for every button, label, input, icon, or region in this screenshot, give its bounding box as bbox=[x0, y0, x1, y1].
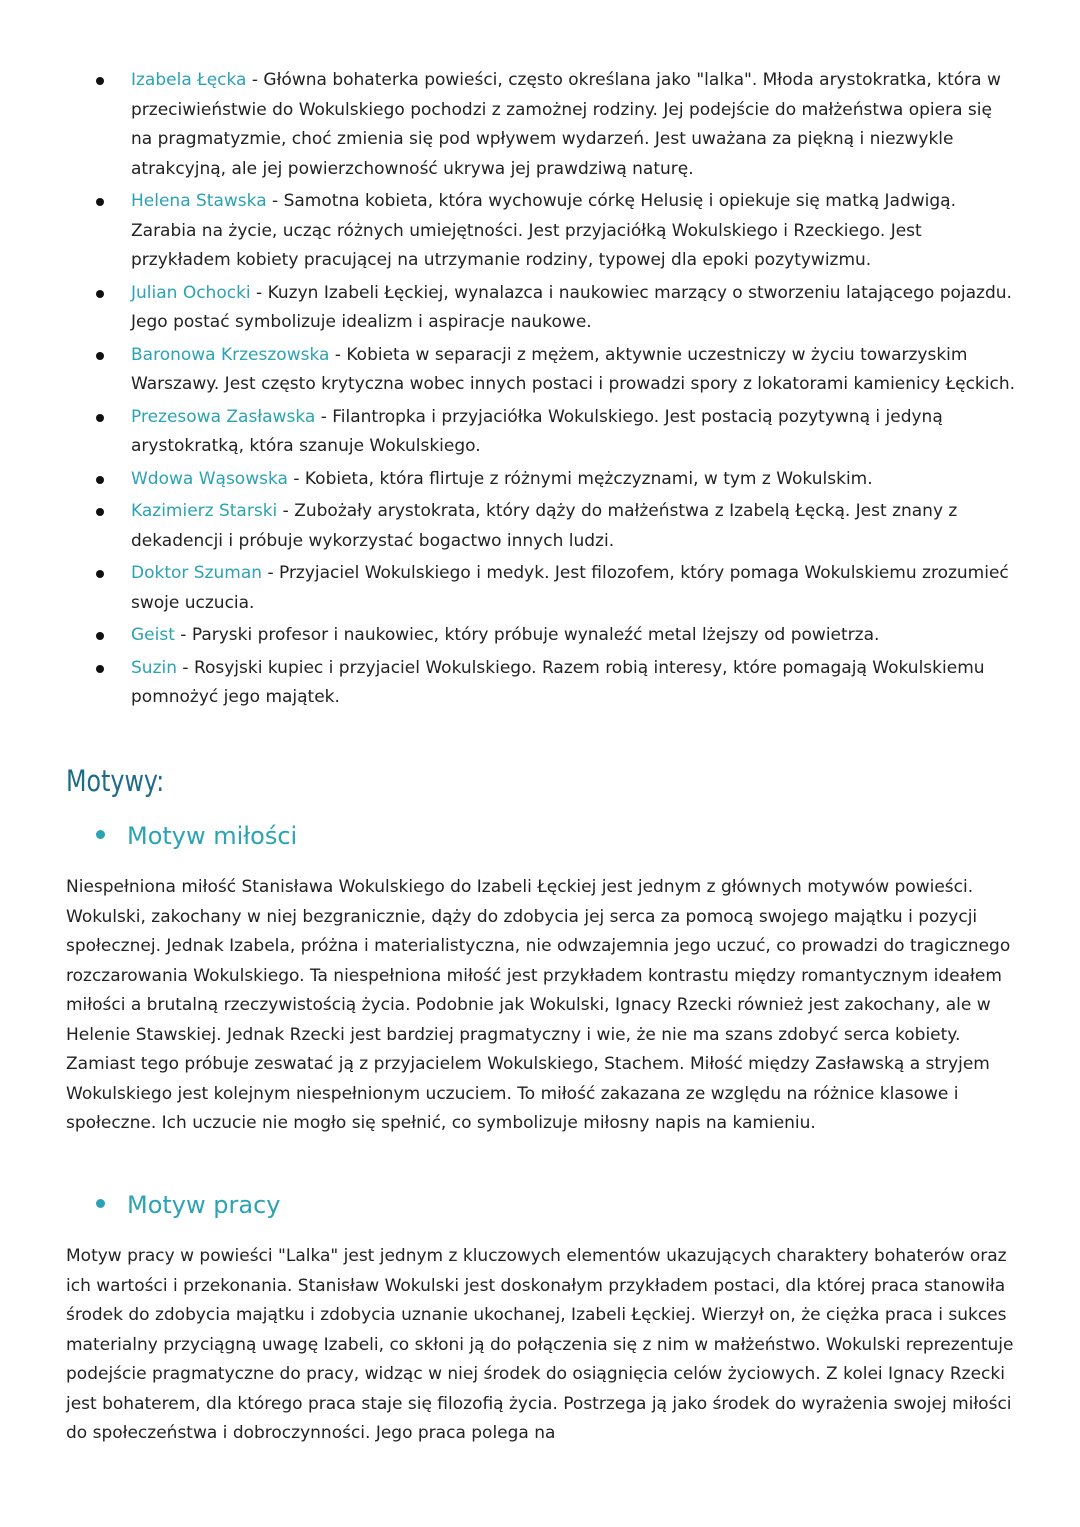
list-item bbox=[0, 341, 1080, 400]
character-name: Geist bbox=[131, 625, 175, 645]
character-description: - Rosyjski kupiec i przyjaciel Wokulskiego. Razem robią interesy, które pomagają Wokulskiemu pomnożyć jego majątek. bbox=[131, 657, 985, 707]
character-description: - Główna bohaterka powieści, często określana jako "lalka". Młoda arystokratka, która w przeciwieństwie do Wokulskiego pochodzi z zamożnej rodziny. Jej podejście do małżeństwa opiera się na pragmatyzmie, choć zmienia się pod wpływem wydarzeń. Jest uważana za piękną i niezwykle atrakcyjną, ale jej powierzchowność ukrywa jej prawdziwą naturę. bbox=[131, 70, 1001, 179]
bullet-icon bbox=[96, 77, 104, 85]
character-description: - Kobieta w separacji z mężem, aktywnie uczestniczy w życiu towarzyskim Warszawy. Jest często krytyczna wobec innych postaci i prowadzi spory z lokatorami kamienicy Łęckich. bbox=[131, 344, 1016, 394]
section-heading: Motywy: bbox=[66, 764, 165, 798]
character-description: - Filantropka i przyjaciółka Wokulskiego. Jest postacią pozytywną i jedyną arystokratką, która szanuje Wokulskiego. bbox=[131, 406, 943, 456]
bullet-icon bbox=[96, 632, 104, 640]
bullet-icon bbox=[96, 1199, 105, 1208]
list-item bbox=[0, 559, 1080, 618]
list-item bbox=[0, 497, 1080, 556]
bullet-icon bbox=[96, 830, 105, 839]
character-description: - Kobieta, która flirtuje z różnymi mężczyznami, w tym z Wokulskim. bbox=[287, 468, 873, 489]
character-description: - Zubożały arystokrata, który dąży do małżeństwa z Izabelą Łęcką. Jest znany z dekadencji i próbuje wykorzystać bogactwo innych ludzi. bbox=[131, 501, 958, 551]
character-name: Doktor Szuman bbox=[131, 563, 263, 583]
bullet-icon bbox=[96, 665, 104, 673]
subheading-love bbox=[96, 822, 297, 850]
character-name: Baronowa Krzeszowska bbox=[131, 344, 330, 365]
bullet-icon bbox=[96, 290, 104, 298]
character-description: - Kuzyn Izabeli Łęckiej, wynalazca i naukowiec marzący o stworzeniu latającego pojazdu. Jego postać symbolizuje idealizm i aspiracje naukowe. bbox=[131, 282, 1012, 332]
character-name: Kazimierz Starski bbox=[131, 501, 278, 521]
list-item bbox=[0, 621, 1080, 651]
bullet-icon bbox=[96, 570, 104, 578]
list-item bbox=[0, 66, 1080, 184]
character-list bbox=[0, 66, 1080, 716]
subheading-label: Motyw pracy bbox=[127, 1191, 281, 1219]
bullet-icon bbox=[96, 198, 104, 206]
character-name: Prezesowa Zasławska bbox=[131, 406, 316, 427]
list-item bbox=[0, 654, 1080, 713]
paragraph-work: Motyw pracy w powieści "Lalka" jest jednym z kluczowych elementów ukazujących charaktery bohaterów oraz ich wartości i przekonania. Stanisław Wokulski jest doskonałym przykładem postaci, dla której praca stanowiła środek do zdobycia majątku i zdobycia uznanie ukochanej, Izabeli Łęckiej. Wierzył on, że ciężka praca i sukces materialny przyciągną uwagę Izabeli, co skłoni ją do połączenia się z nim w małżeństwo. Wokulski reprezentuje podejście pragmatyczne do pracy, widząc w niej środek do osiągnięcia celów życiowych. Z kolei Ignacy Rzecki jest bohaterem, dla którego praca staje się filozofią życia. Postrzega ją jako środek do wyrażenia swojej miłości do społeczeństwa i dobroczynności. Jego praca polega na bbox=[66, 1246, 1014, 1443]
character-name: Wdowa Wąsowska bbox=[131, 468, 288, 489]
bullet-icon bbox=[96, 414, 104, 422]
list-item bbox=[0, 403, 1080, 462]
list-item bbox=[0, 187, 1080, 276]
character-name: Helena Stawska bbox=[131, 191, 267, 211]
character-description: - Paryski profesor i naukowiec, który próbuje wynaleźć metal lżejszy od powietrza. bbox=[174, 625, 880, 645]
character-name: Julian Ochocki bbox=[131, 282, 251, 303]
list-item bbox=[0, 465, 1080, 495]
bullet-icon bbox=[96, 476, 104, 484]
paragraph-love: Niespełniona miłość Stanisława Wokulskiego do Izabeli Łęckiej jest jednym z głównych motywów powieści. Wokulski, zakochany w niej bezgranicznie, dąży do zdobycia jej serca za pomocą swojego majątku i pozycji społecznej. Jednak Izabela, próżna i materialistyczna, nie odwzajemnia jego uczuć, co prowadzi do tragicznego rozczarowania Wokulskiego. Ta niespełniona miłość jest przykładem kontrastu między romantycznym ideałem miłości a brutalną rzeczywistością życia. Podobnie jak Wokulski, Ignacy Rzecki również jest zakochany, ale w Helenie Stawskiej. Jednak Rzecki jest bardziej pragmatyczny i wie, że nie ma szans zdobyć serca kobiety. Zamiast tego próbuje zeswatać ją z przyjacielem Wokulskiego, Stachem. Miłość między Zasławską a stryjem Wokulskiego jest kolejnym niespełnionym uczuciem. To miłość zakazana ze względu na różnice klasowe i społeczne. Ich uczucie nie mogło się spełnić, co symbolizuje miłosny napis na kamieniu. bbox=[66, 877, 1011, 1133]
character-name: Suzin bbox=[131, 657, 177, 678]
list-item bbox=[0, 279, 1080, 338]
subheading-work bbox=[96, 1191, 280, 1219]
character-name: Izabela Łęcka bbox=[131, 70, 247, 90]
character-description: - Samotna kobieta, która wychowuje córkę Helusię i opiekuje się matką Jadwigą. Zarabia na życie, ucząc różnych umiejętności. Jest przyjaciółką Wokulskiego i Rzeckiego. Jest przykładem kobiety pracującej na utrzymanie rodziny, typowej dla epoki pozytywizmu. bbox=[131, 191, 956, 270]
subheading-label: Motyw miłości bbox=[127, 822, 298, 850]
bullet-icon bbox=[96, 352, 104, 360]
character-description: - Przyjaciel Wokulskiego i medyk. Jest filozofem, który pomaga Wokulskiemu zrozumieć swoje uczucia. bbox=[131, 563, 1009, 613]
bullet-icon bbox=[96, 508, 104, 516]
